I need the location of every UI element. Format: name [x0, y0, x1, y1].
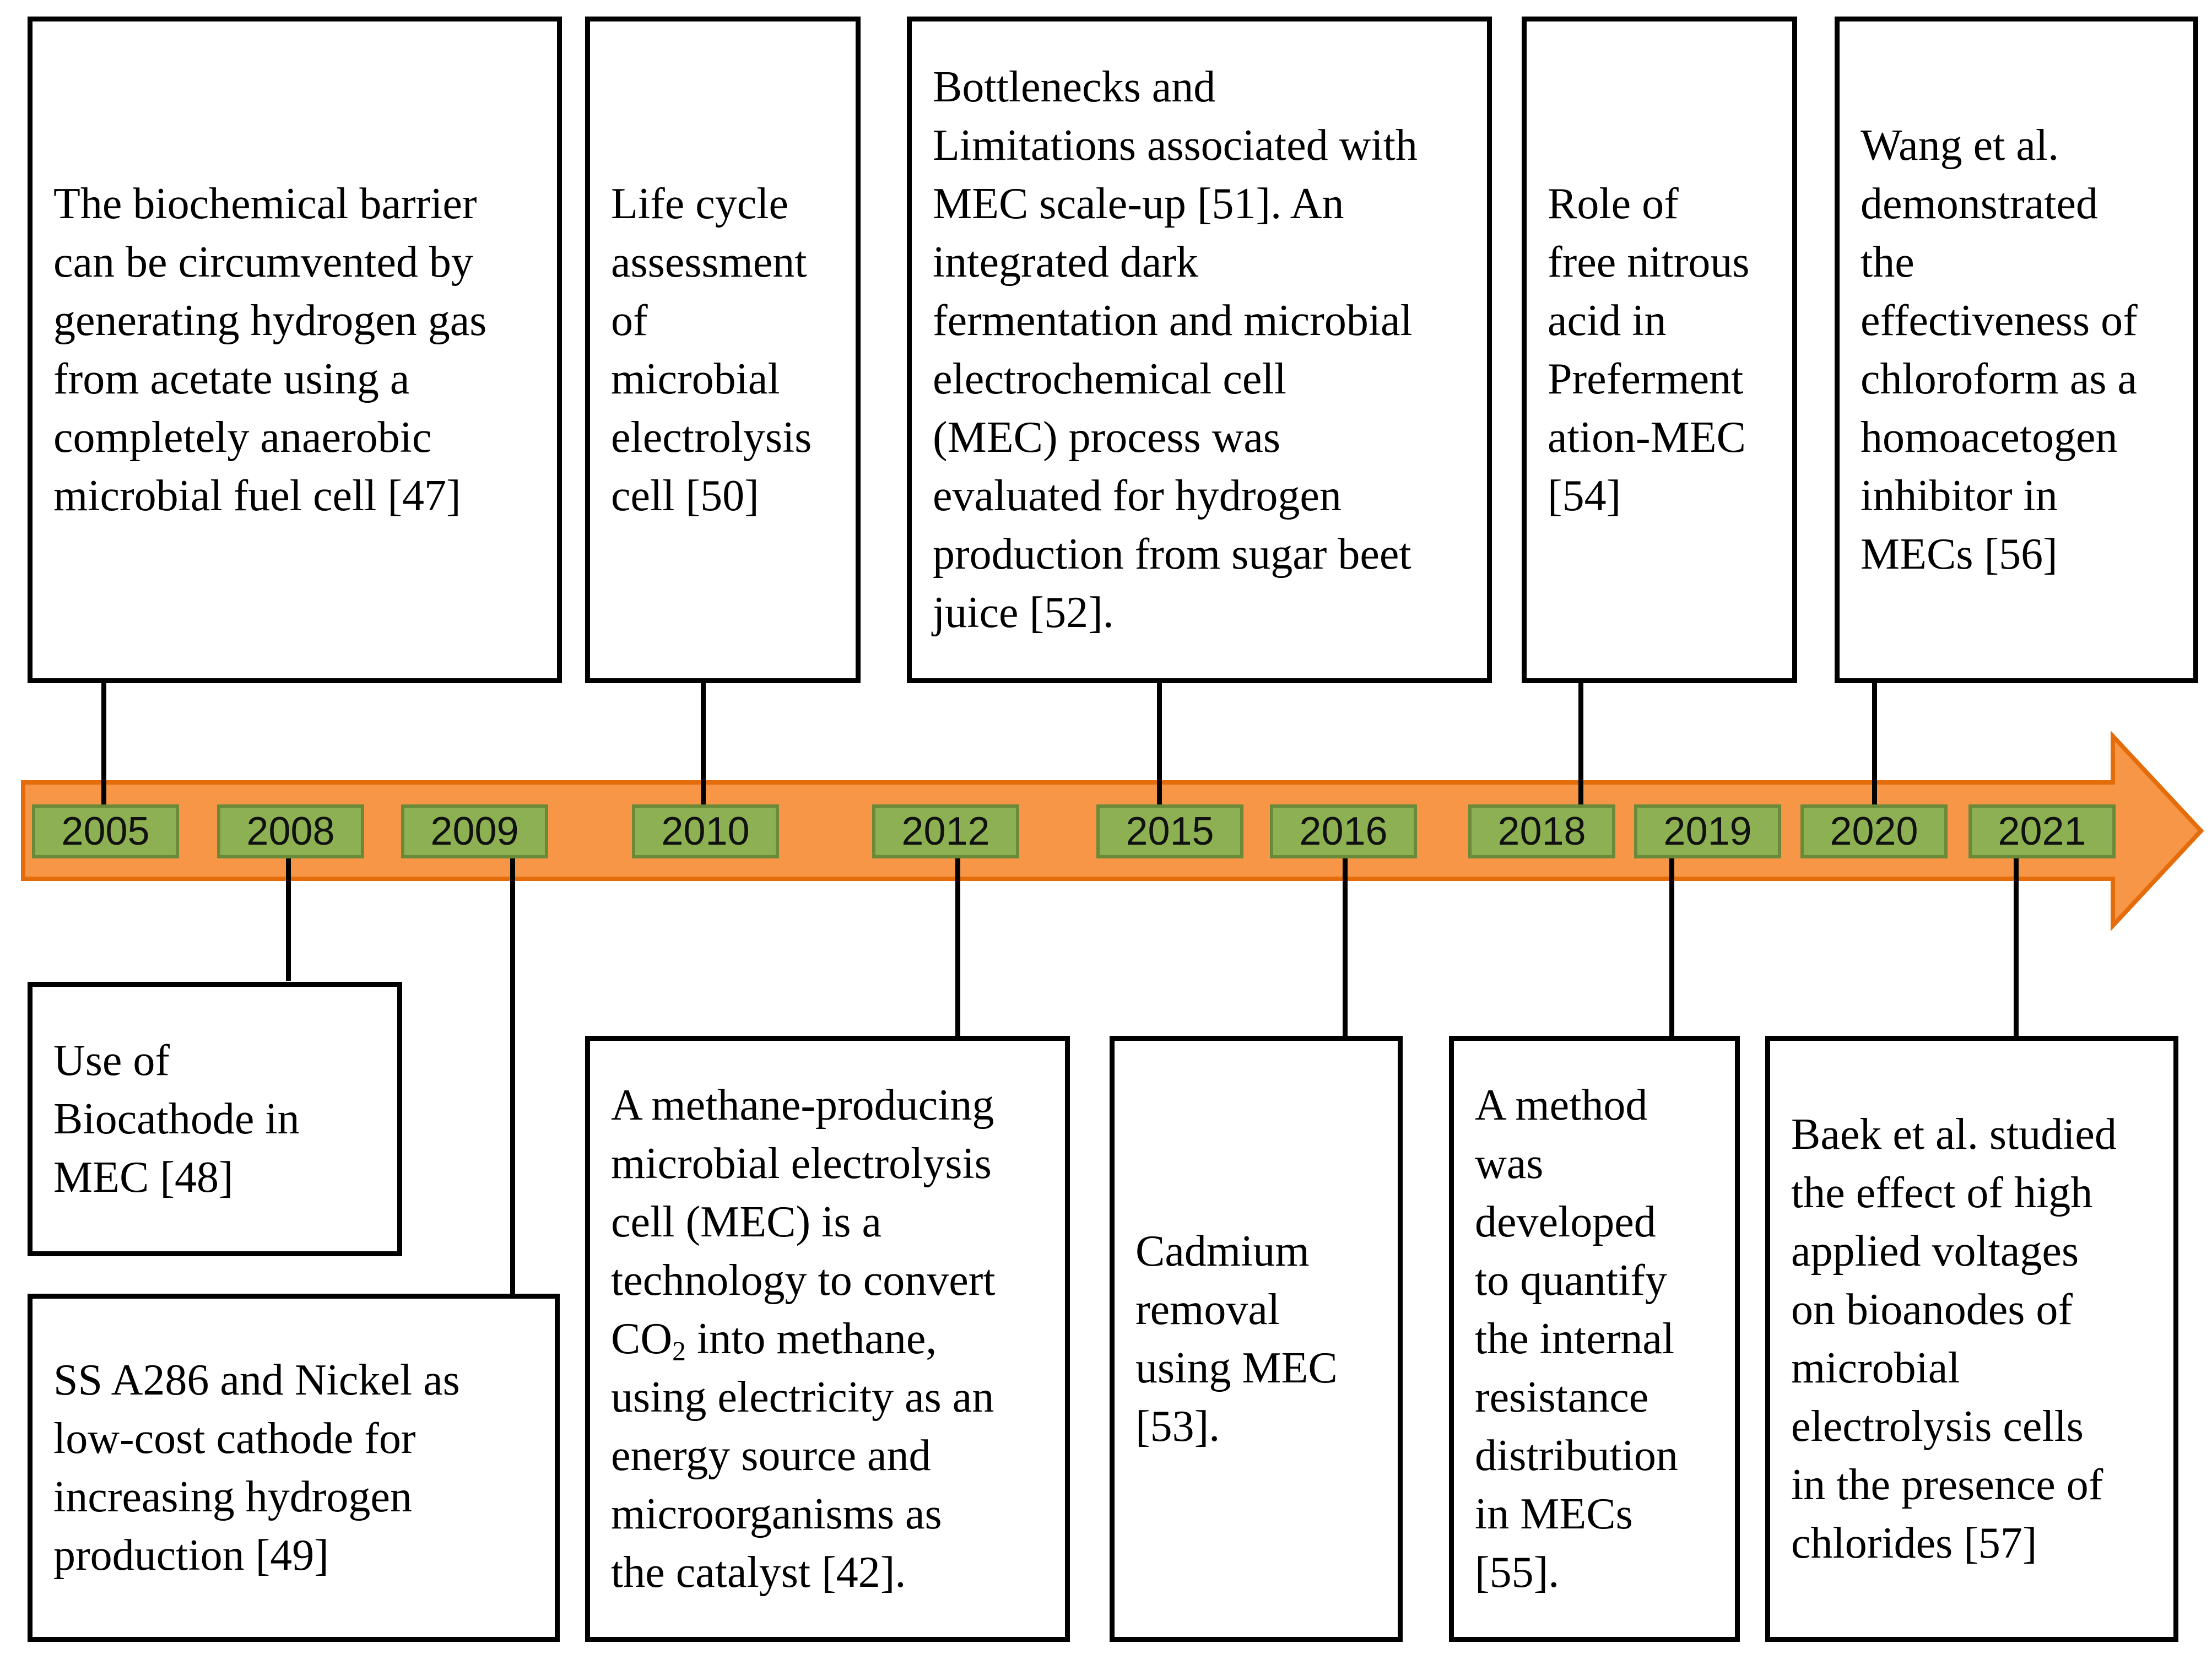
year-label-2015: 2015 — [1096, 804, 1243, 858]
event-text-2010: Life cycle assessment of microbial electrolysis cell [50] — [611, 180, 812, 520]
connector-2018 — [1578, 679, 1583, 811]
event-text-2015: Bottlenecks and Limitations associated with MEC scale-up [51]. An integrated dark fermentation and microbial electrochemical cell (MEC) process was evaluated for hydrogen production from sugar beet juice [52]. — [933, 63, 1418, 637]
connector-2010 — [701, 675, 706, 813]
event-box-2010 — [585, 17, 861, 683]
year-label-2008: 2008 — [217, 804, 364, 858]
event-text-2005: The biochemical barrier can be circumvented by generating hydrogen gas from acetate using a completely anaerobic microbial fuel cell [47] — [53, 180, 487, 520]
event-text-2021: Baek et al. studied the effect of high applied voltages on bioanodes of microbial electrolysis cells in the presence of chlorides [57] — [1791, 1110, 2117, 1568]
event-text-2009: SS A286 and Nickel as low-cost cathode for increasing hydrogen production [49] — [53, 1356, 460, 1580]
event-text-2019: A method was developed to quantify the internal resistance distribution in MECs [55]. — [1475, 1081, 1678, 1597]
event-box-2019 — [1449, 1036, 1740, 1642]
event-text-2020: Wang et al. demonstrated the effectiveness of chloroform as a homoacetogen inhibitor in MECs [56] — [1861, 121, 2138, 579]
event-box-2018 — [1522, 17, 1797, 683]
event-box-2005 — [28, 17, 562, 683]
event-box-2008 — [28, 982, 402, 1256]
year-label-2020: 2020 — [1800, 804, 1948, 858]
year-label-2019: 2019 — [1634, 804, 1781, 858]
event-text-2012: A methane-producing microbial electrolysis cell (MEC) is a technology to convert $CO_2$ into methane, using electricity as an energy source and microorganisms as the catalyst [42]. — [611, 1081, 996, 1597]
event-box-2009 — [28, 1294, 560, 1642]
connector-2016 — [1343, 854, 1348, 1036]
event-box-2016 — [1110, 1036, 1403, 1642]
event-box-2015 — [907, 17, 1492, 683]
event-text-2016: Cadmium removal using MEC [53]. — [1135, 1227, 1338, 1451]
connector-2020 — [1872, 679, 1877, 811]
event-box-2020 — [1835, 17, 2198, 683]
year-label-2005: 2005 — [32, 804, 179, 858]
connector-2012 — [955, 854, 960, 1036]
connector-2009 — [510, 854, 515, 1295]
event-text-2008: Use of Biocathode in MEC [48] — [53, 1036, 300, 1202]
event-box-2012 — [585, 1036, 1070, 1642]
year-label-2016: 2016 — [1270, 804, 1417, 858]
year-label-2009: 2009 — [401, 804, 548, 858]
connector-2019 — [1669, 854, 1674, 1036]
year-label-2021: 2021 — [1968, 804, 2116, 858]
year-label-2010: 2010 — [632, 804, 779, 858]
event-box-2021 — [1765, 1036, 2178, 1642]
connector-2005 — [101, 679, 106, 811]
connector-2008 — [286, 854, 291, 981]
connector-2021 — [2014, 854, 2019, 1036]
event-text-2018: Role of free nitrous acid in Preferment ation-MEC [54] — [1548, 180, 1750, 520]
connector-2015 — [1157, 675, 1162, 813]
year-label-2018: 2018 — [1468, 804, 1615, 858]
year-label-2012: 2012 — [872, 804, 1019, 858]
